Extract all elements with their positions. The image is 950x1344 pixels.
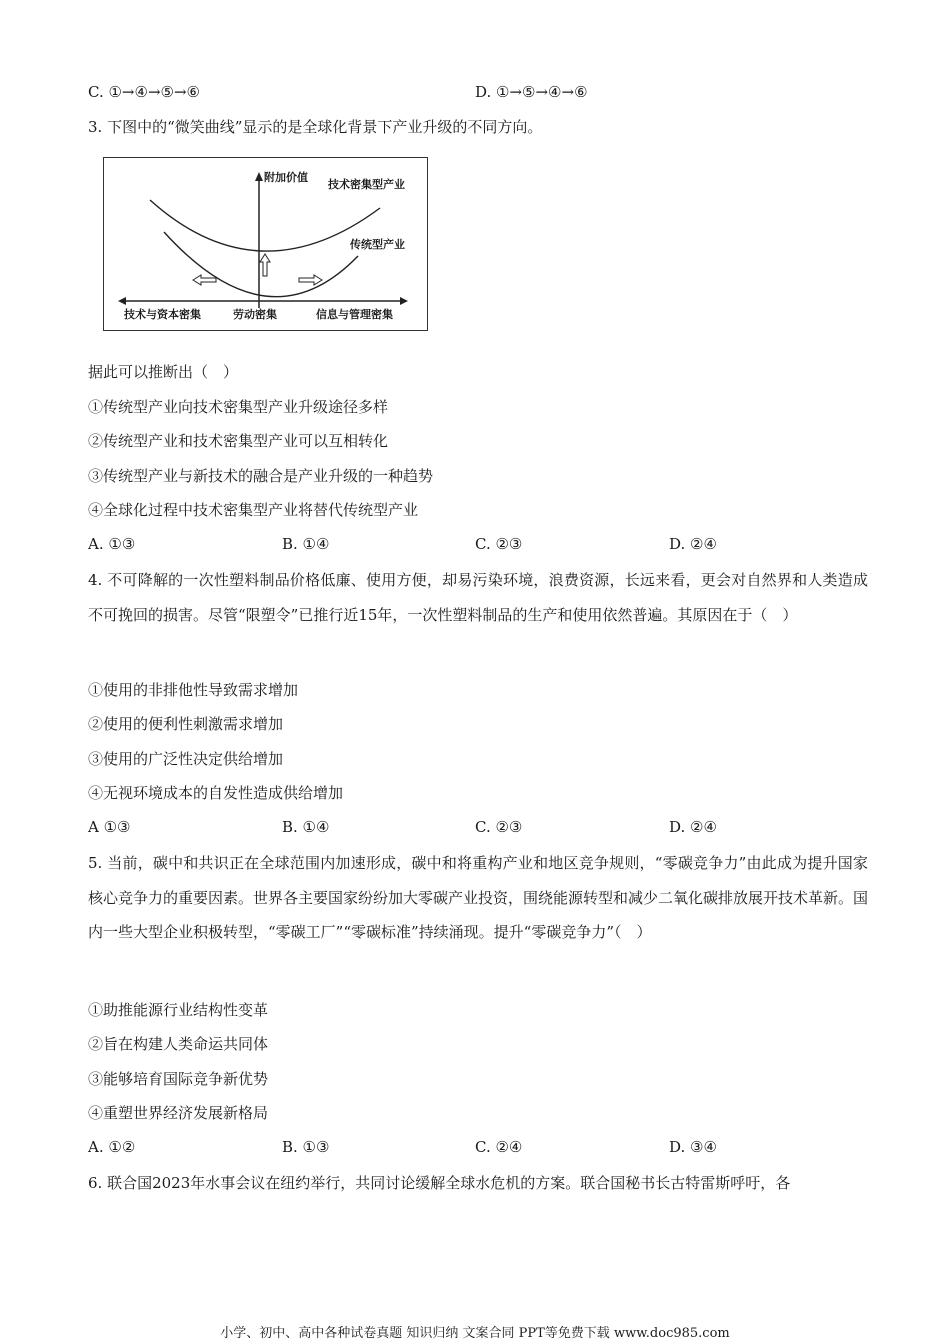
q4-option-b: B. ①④ xyxy=(282,818,330,836)
q5-statement-1: ①助推能源行业结构性变革 xyxy=(88,1001,269,1019)
q4-statement-2: ②使用的便利性刺激需求增加 xyxy=(88,715,284,733)
q5-option-a: A. ①② xyxy=(88,1138,136,1156)
q4-stem: 4. 不可降解的一次性塑料制品价格低廉、使用方便，却易污染环境，浪费资源，长远来看，更会对自然界和人类造成不可挽回的损害。尽管“限塑令”已推行近15年，一次性塑料制品的生产和使用依然普遍。其原因在于（ ） xyxy=(88,571,868,624)
y-axis-arrow xyxy=(255,172,263,181)
smile-curve-figure xyxy=(103,157,428,331)
curve-upper-label: 技术密集型产业 xyxy=(328,178,405,191)
q3-option-c: C. ②③ xyxy=(475,535,523,553)
q3-statement-3: ③传统型产业与新技术的融合是产业升级的一种趋势 xyxy=(88,467,434,485)
x-left-label: 技术与资本密集 xyxy=(124,308,201,321)
q4-statement-4: ④无视环境成本的自发性造成供给增加 xyxy=(88,784,344,802)
up-upgrade-arrow xyxy=(260,254,270,276)
y-axis-label: 附加价值 xyxy=(264,171,308,184)
page-footer: 小学、初中、高中各种试卷真题 知识归纳 文案合同 PPT等免费下载 www.doc985.com xyxy=(220,1326,730,1341)
q5-option-b: B. ①③ xyxy=(282,1138,330,1156)
x-right-label: 信息与管理密集 xyxy=(316,308,393,321)
q5-statement-3: ③能够培育国际竞争新优势 xyxy=(88,1070,269,1088)
q4-statement-3: ③使用的广泛性决定供给增加 xyxy=(88,750,284,768)
q3-prompt: 据此可以推断出（ ） xyxy=(88,363,239,381)
q3-option-b: B. ①④ xyxy=(282,535,330,553)
q3-statement-2: ②传统型产业和技术密集型产业可以互相转化 xyxy=(88,432,389,450)
q4-option-c: C. ②③ xyxy=(475,818,523,836)
q5-option-c: C. ②④ xyxy=(475,1138,523,1156)
q2-option-c: C. ①→④→⑤→⑥ xyxy=(88,83,200,101)
q2-option-d: D. ①→⑤→④→⑥ xyxy=(475,83,588,101)
q4-option-a: A ①③ xyxy=(88,818,131,836)
x-axis-left-arrow xyxy=(118,297,126,305)
x-axis-right-arrow xyxy=(400,297,408,305)
left-upgrade-arrow xyxy=(193,275,216,285)
right-upgrade-arrow xyxy=(299,275,322,285)
traditional-curve xyxy=(164,232,358,297)
q5-statement-4: ④重塑世界经济发展新格局 xyxy=(88,1104,269,1122)
q6-stem: 6. 联合国2023年水事会议在纽约举行，共同讨论缓解全球水危机的方案。联合国秘书长古特雷斯呼吁，各 xyxy=(88,1174,791,1192)
q5-stem: 5. 当前，碳中和共识正在全球范围内加速形成，碳中和将重构产业和地区竞争规则，“零碳竞争力”由此成为提升国家核心竞争力的重要因素。世界各主要国家纷纷加大零碳产业投资，围绕能源转型和减少二氧化碳排放展开技术革新。国内一些大型企业积极转型，“零碳工厂”“零碳标准”持续涌现。提升“零碳竞争力”（ ） xyxy=(88,854,869,941)
q3-stem: 3. 下图中的“微笑曲线”显示的是全球化背景下产业升级的不同方向。 xyxy=(88,118,543,136)
q3-option-d: D. ②④ xyxy=(669,535,717,553)
tech-intensive-curve xyxy=(150,200,380,251)
q5-statement-2: ②旨在构建人类命运共同体 xyxy=(88,1035,269,1053)
x-middle-label: 劳动密集 xyxy=(233,308,277,321)
q3-statement-1: ①传统型产业向技术密集型产业升级途径多样 xyxy=(88,398,389,416)
q4-statement-1: ①使用的非排他性导致需求增加 xyxy=(88,681,299,699)
q4-option-d: D. ②④ xyxy=(669,818,717,836)
q5-option-d: D. ③④ xyxy=(669,1138,717,1156)
q3-statement-4: ④全球化过程中技术密集型产业将替代传统型产业 xyxy=(88,501,419,519)
curve-lower-label: 传统型产业 xyxy=(350,238,405,251)
q3-option-a: A. ①③ xyxy=(88,535,136,553)
